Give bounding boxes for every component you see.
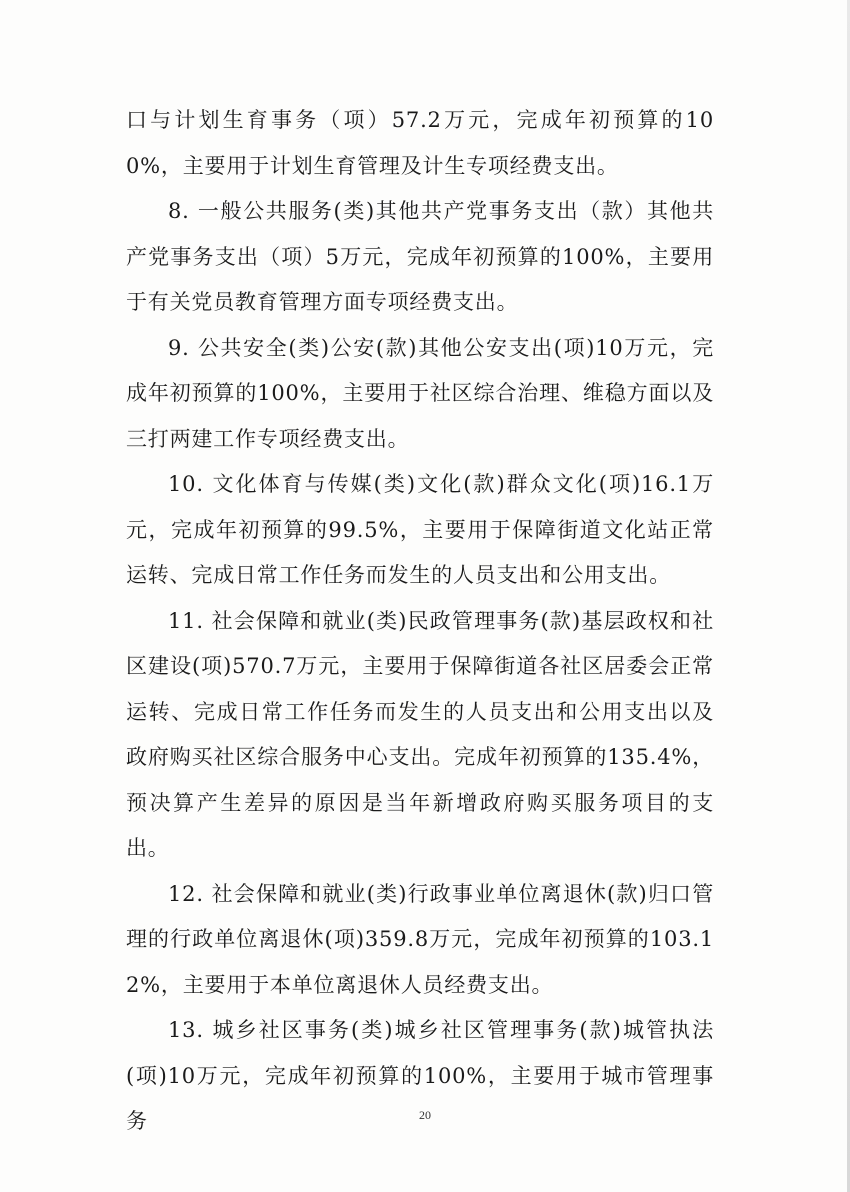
paragraph-family-planning: 口与计划生育事务（项）57.2万元，完成年初预算的100%，主要用于计划生育管理及计生专项经费支出。 [126,108,714,178]
page-number: 20 [419,1108,431,1122]
paragraph-item-13: 13. 城乡社区事务(类)城乡社区管理事务(款)城管执法(项)10万元，完成年初预算的100%，主要用于城市管理事务 [126,1018,714,1133]
paragraph-item-11: 11. 社会保障和就业(类)民政管理事务(款)基层政权和社区建设(项)570.7万元，主要用于保障街道各社区居委会正常运转、完成日常工作任务而发生的人员支出和公用支出以及政府购买社区综合服务中心支出。完成年初预算的135.4%，预决算产生差异的原因是当年新增政府购买服务项目的支出。 [126,608,714,860]
paragraph-item-10: 10. 文化体育与传媒(类)文化(款)群众文化(项)16.1万元，完成年初预算的99.5%，主要用于保障街道文化站正常运转、完成日常工作任务而发生的人员支出和公用支出。 [126,472,714,587]
body-text [126,98,714,1145]
paragraph-item-9: 9. 公共安全(类)公安(款)其他公安支出(项)10万元，完成年初预算的100%，主要用于社区综合治理、维稳方面以及三打两建工作专项经费支出。 [126,335,714,451]
paragraph-item-8: 8. 一般公共服务(类)其他共产党事务支出（款）其他共产党事务支出（项）5万元，完成年初预算的100%，主要用于有关党员教育管理方面专项经费支出。 [126,199,714,314]
paragraph-item-12: 12. 社会保障和就业(类)行政事业单位离退休(款)归口管理的行政单位离退休(项)359.8万元，完成年初预算的103.12%，主要用于本单位离退休人员经费支出。 [126,881,714,997]
